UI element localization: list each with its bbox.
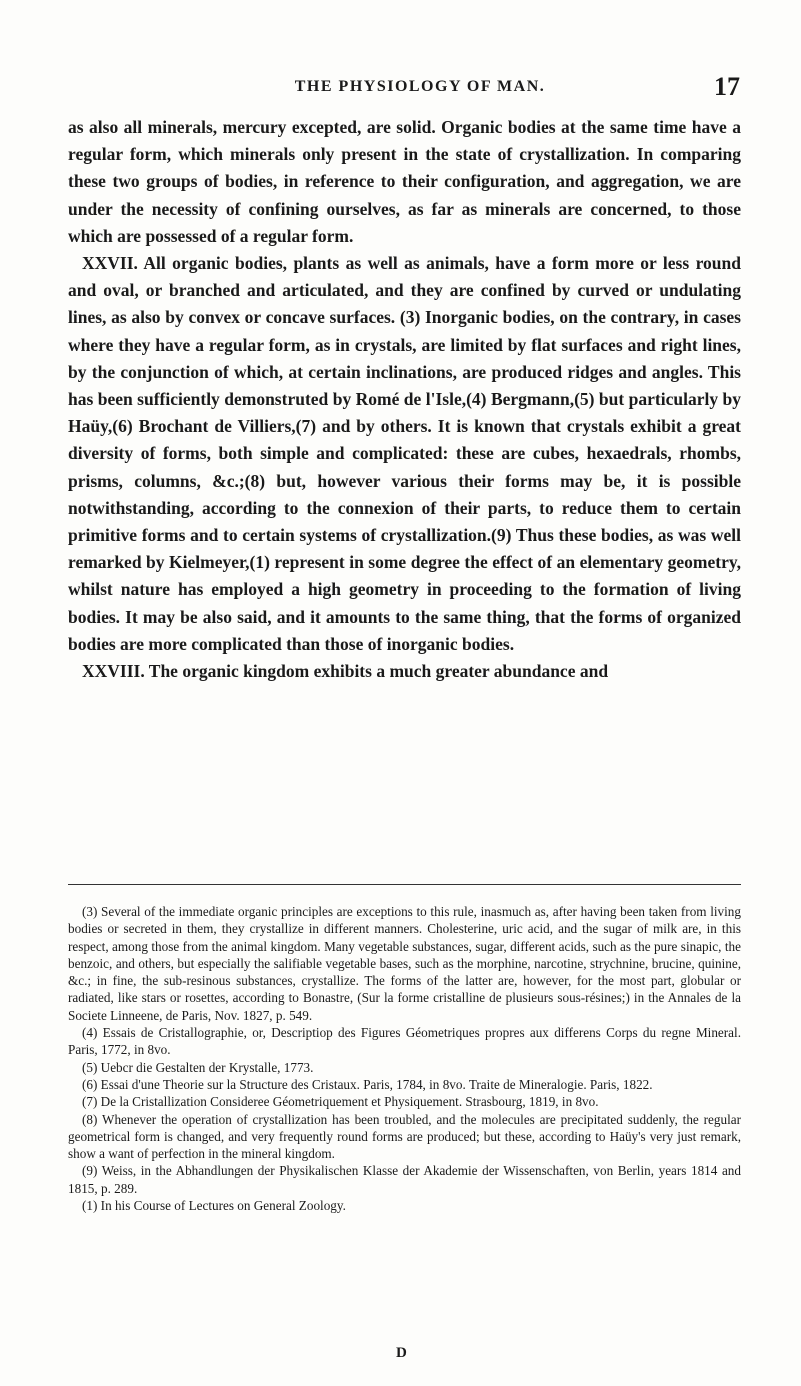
signature-mark: D bbox=[396, 1345, 407, 1361]
footnote-8: (8) Whenever the operation of crystallization has been troubled, and the molecules are precipitated suddenly, the regular geometrical form is changed, and very frequently round forms are produced; but these, according to Haüy's very just remark, show a want of perfection in the mineral kingdom. bbox=[68, 1111, 741, 1162]
footnote-4: (4) Essais de Cristallographie, or, Descriptiop des Figures Géometriques propres aux differens Corps du regne Mineral. Paris, 1772, in 8vo. bbox=[68, 1025, 741, 1058]
paragraph-xxviii: XXVIII. The organic kingdom exhibits a much greater abundance and bbox=[82, 661, 609, 682]
footnotes bbox=[68, 903, 741, 1214]
running-title: THE PHYSIOLOGY OF MAN. bbox=[294, 78, 546, 95]
footnote-3: (3) Several of the immediate organic principles are exceptions to this rule, inasmuch as, after having been taken from living bodies or secreted in them, they crystallize in different manners. Cholesterine, uric acid, and the sugar of milk are, in this respect, among those from the animal kingdom. Many vegetable substances, sugar, different acids, such as the pure sinapic, the benzoic, and others, but especially the salifiable vegetable bases, such as the morphine, narcotine, strychnine, brucine, quinine, &c.; in fine, the sub-resinous substances, crystallize. The forms of the latter are, however, for the most part, globular or radiated, like stars or rosettes, according to Bonastre, (Sur la forme cristalline de plusieurs sous-résines;) in the Annales de la Societe Linneene, de Paris, Nov. 1827, p. 549. bbox=[68, 904, 741, 1023]
running-head bbox=[100, 72, 740, 106]
main-text bbox=[68, 114, 741, 685]
footnote-6: (6) Essai d'une Theorie sur la Structure des Cristaux. Paris, 1784, in 8vo. Traite de Mineralogie. Paris, 1822. bbox=[82, 1076, 653, 1092]
footnote-7: (7) De la Cristallization Consideree Géometriquement et Physiquement. Strasbourg, 1819, in 8vo. bbox=[82, 1094, 599, 1110]
footnote-divider bbox=[68, 884, 741, 885]
paragraph-continuation: as also all minerals, mercury excepted, are solid. Organic bodies at the same time have a regular form, which minerals only present in the state of crystallization. In comparing these two groups of bodies, in reference to their configuration, and aggregation, we are under the necessity of confining ourselves, as far as minerals are concerned, to those which are possessed of a regular form. bbox=[68, 117, 741, 246]
footnote-1: (1) In his Course of Lectures on General Zoology. bbox=[82, 1198, 346, 1214]
page-number: 17 bbox=[714, 72, 740, 101]
paragraph-xxvii: XXVII. All organic bodies, plants as well as animals, have a form more or less round and oval, or branched and articulated, and they are confined by curved or undulating lines, as also by convex or concave surfaces. (3) Inorganic bodies, on the contrary, in cases where they have a regular form, as in crystals, are limited by flat surfaces and right lines, by the conjunction of which, at certain inclinations, are produced ridges and angles. This has been sufficiently demonstruted by Romé de l'Isle,(4) Bergmann,(5) but particularly by Haüy,(6) Brochant de Villiers,(7) and by others. It is known that crystals exhibit a great diversity of forms, both simple and complicated: these are cubes, hexaedrals, rhombs, prisms, columns, &c.;(8) but, however various their forms may be, it is possible notwithstanding, according to the connexion of their parts, to reduce them to certain primitive forms and to certain systems of crystallization.(9) Thus these bodies, as was well remarked by Kielmeyer,(1) represent in some degree the effect of an elementary geometry, whilst nature has employed a high geometry in proceeding to the formation of living bodies. It may be also said, and it amounts to the same thing, that the forms of organized bodies are more complicated than those of inorganic bodies. bbox=[68, 253, 741, 654]
footnote-9: (9) Weiss, in the Abhandlungen der Physikalischen Klasse der Akademie der Wissenschaften, von Berlin, years 1814 and 1815, p. 289. bbox=[68, 1163, 741, 1196]
footnote-5: (5) Uebcr die Gestalten der Krystalle, 1773. bbox=[82, 1059, 314, 1075]
